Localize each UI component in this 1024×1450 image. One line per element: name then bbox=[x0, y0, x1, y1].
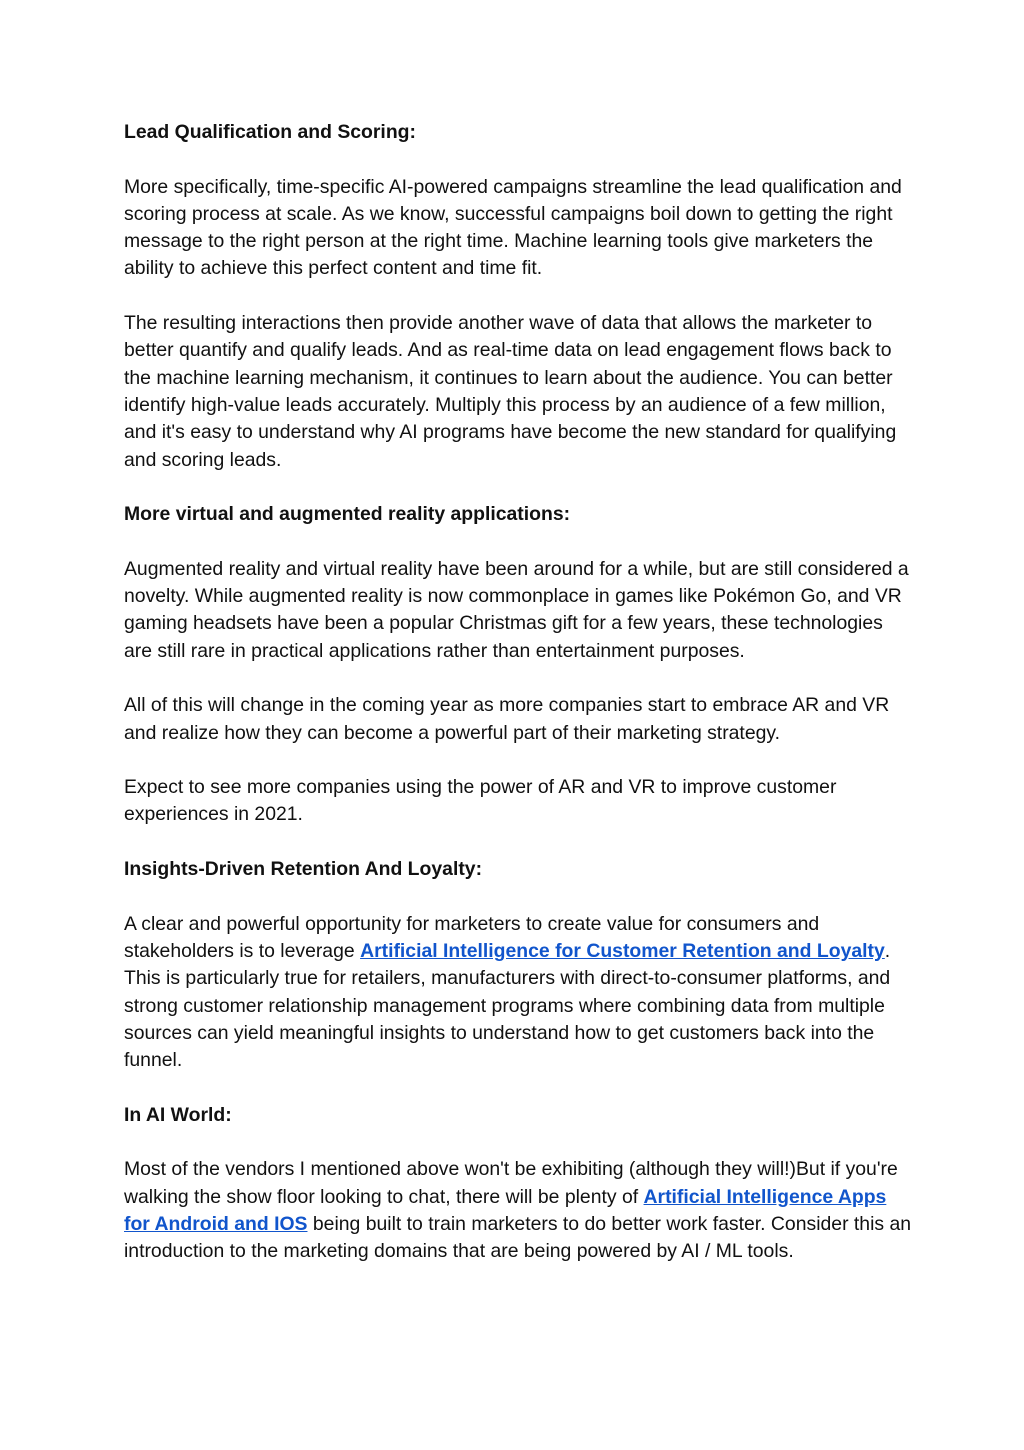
paragraph-text-after-link: being built to train marketers to do better work faster. Consider this an introduction to the marketing domains that are being powered by AI / ML tools. bbox=[124, 1212, 912, 1263]
paragraph-ar-vr-3: Expect to see more companies using the power of AR and VR to improve customer experiences in 2021. bbox=[124, 776, 837, 826]
document-body bbox=[124, 119, 914, 1293]
paragraph-lead-qualification-2: The resulting interactions then provide another wave of data that allows the marketer to better quantify and qualify leads. And as real-time data on lead engagement flows back to the machine learning mechanism, it continues to learn about the audience. You can better identify high-value leads accurately. Multiply this process by an audience of a few million, and it's easy to understand why AI programs have become the new standard for qualifying and scoring leads. bbox=[124, 312, 897, 471]
paragraph-ar-vr-1: Augmented reality and virtual reality have been around for a while, but are still considered a novelty. While augmented reality is now commonplace in games like Pokémon Go, and VR gaming headsets have been a popular Christmas gift for a few years, these technologies are still rare in practical applications rather than entertainment purposes. bbox=[124, 557, 909, 662]
paragraph-lead-qualification-1: More specifically, time-specific AI-powered campaigns streamline the lead qualification and scoring process at scale. As we know, successful campaigns boil down to getting the right message to the right person at the right time. Machine learning tools give marketers the ability to achieve this perfect content and time fit. bbox=[124, 175, 902, 280]
link-ai-customer-retention[interactable]: Artificial Intelligence for Customer Retention and Loyalty bbox=[360, 939, 885, 962]
heading-lead-qualification: Lead Qualification and Scoring: bbox=[124, 121, 416, 143]
paragraph-retention-loyalty bbox=[124, 911, 914, 1075]
paragraph-text-after-link: . This is particularly true for retailers, manufacturers with direct-to-consumer platforms, and strong customer relationship management programs where combining data from multiple sources can yield meaningful insights to understand how to get customers back into the funnel. bbox=[124, 939, 891, 1072]
link-ai-apps-android-ios[interactable]: Artificial Intelligence Apps for Android and IOS bbox=[124, 1185, 887, 1235]
heading-retention-loyalty: Insights-Driven Retention And Loyalty: bbox=[124, 858, 483, 881]
heading-in-ai-world: In AI World: bbox=[124, 1103, 232, 1126]
paragraph-ar-vr-2: All of this will change in the coming year as more companies start to embrace AR and VR and realize how they can become a powerful part of their marketing strategy. bbox=[124, 694, 890, 744]
paragraph-in-ai-world bbox=[124, 1156, 914, 1265]
paragraph-text-before-link: Most of the vendors I mentioned above won't be exhibiting (although they will!)But if you're walking the show floor looking to chat, there will be plenty of bbox=[124, 1158, 898, 1208]
heading-virtual-augmented-reality: More virtual and augmented reality applications: bbox=[124, 503, 571, 526]
paragraph-text-before-link: A clear and powerful opportunity for marketers to create value for consumers and stakeholders is to leverage bbox=[124, 912, 820, 962]
